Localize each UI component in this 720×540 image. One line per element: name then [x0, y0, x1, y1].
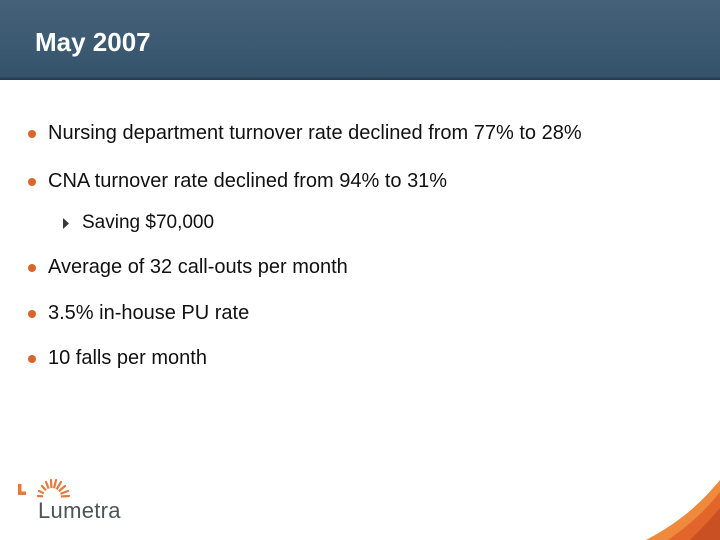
sunburst-icon	[18, 476, 78, 500]
arrow-right-icon	[63, 218, 69, 229]
bullet-text: Average of 32 call-outs per month	[48, 255, 348, 278]
slide-title: May 2007	[35, 27, 151, 57]
title-bar	[0, 0, 720, 80]
bullet-dot-icon	[28, 264, 36, 272]
bullet-dot-icon	[28, 355, 36, 363]
bullet-item	[28, 298, 249, 328]
bullet-text: 3.5% in-house PU rate	[48, 301, 250, 324]
bullet-item	[28, 252, 348, 282]
bullet-text: CNA turnover rate declined from 94% to 31%	[48, 169, 448, 192]
bullet-item	[28, 166, 447, 196]
sub-bullet-item	[63, 209, 214, 237]
bullet-text: 10 falls per month	[48, 346, 207, 369]
logo-text: Lumetra	[38, 498, 121, 523]
lumetra-logo	[18, 476, 128, 526]
bullet-text: Nursing department turnover rate declined from 77% to 28%	[48, 121, 582, 144]
bullet-item	[28, 118, 582, 148]
bullet-dot-icon	[28, 310, 36, 318]
sub-bullet-text: Saving $70,000	[82, 212, 215, 233]
corner-swoosh-decoration	[640, 470, 720, 540]
bullet-dot-icon	[28, 130, 36, 138]
bullet-dot-icon	[28, 178, 36, 186]
bullet-item	[28, 343, 207, 373]
